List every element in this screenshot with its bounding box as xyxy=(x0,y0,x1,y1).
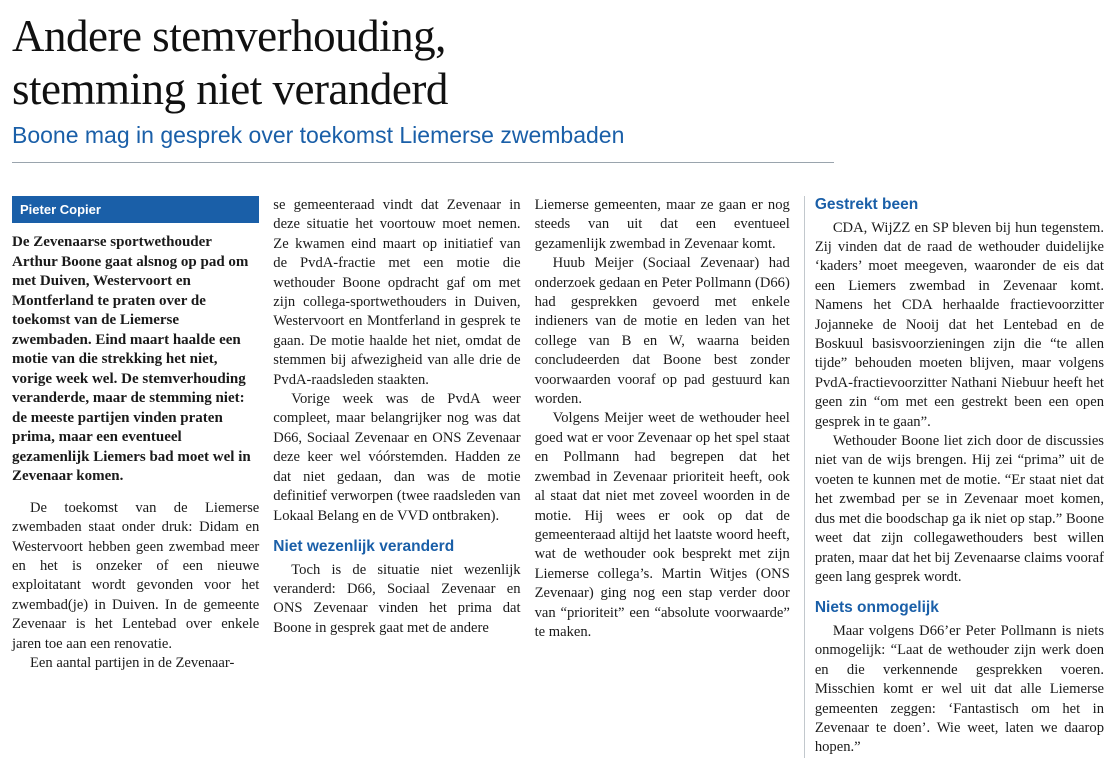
paragraph: Volgens Meijer weet de wethouder heel goed wat er voor Zevenaar op het spel staat en Pollmann had begrepen dat het zwembad in Zevenaar prioriteit heeft, ook al staat dat niet met zoveel woorden in de motie. Hij wees er ook op dat de gemeenteraad altijd het laatste woord heeft, wat de wethouder ook besprekt met zijn Liemerse collega’s. Martin Witjes (ONS Zevenaar) ging nog een stap verder door van “prioriteit” een “absolute voorwaarde” te maken. xyxy=(534,410,790,640)
paragraph: Vorige week was de PvdA weer compleet, maar belangrijker nog was dat D66, Sociaal Zevenaar en ONS Zevenaar deze keer wel vóórstemden. Hadden ze dat niet gedaan, dan was de motie definitief verworpen (twee raadsleden van Lokaal Belang en de VVD ontbraken). xyxy=(273,391,521,524)
column-3 xyxy=(535,196,804,758)
article-columns xyxy=(12,196,1104,758)
section-heading-niet-wezenlijk-veranderd: Niet wezenlijk veranderd xyxy=(273,537,455,555)
column-4 xyxy=(815,196,1104,758)
column-1 xyxy=(12,196,273,758)
paragraph: Wethouder Boone liet zich door de discussies niet van de wijs brengen. Hij zei “prima” uit de voeten te kunnen met de motie. “Er staat niet dat het zwembad per se in Zevenaar moet komen, dus met die boodschap ga ik niet op stap.” Boone weet dat zijn collegawethouders best willen praten, maar dat het bij Zevenaarse claims vooraf geen lang gesprek wordt. xyxy=(814,433,1104,585)
lead-paragraph: De Zevenaarse sportwethouder Arthur Boone gaat alsnog op pad om met Duiven, Westervoort en Montferland te praten over de toekomst van de Liemerse zwembaden. Eind maart haalde een motie van die strekking het niet, vorige week wel. De stemverhouding veranderde, maar de stemming niet: de meeste partijen vinden praten prima, maar een eventueel gezamenlijk Liemers bad moet wel in Zevenaar komen. xyxy=(12,234,251,485)
headline-area xyxy=(12,10,834,163)
subheadline: Boone mag in gesprek over toekomst Liemerse zwembaden xyxy=(12,122,625,149)
column-2 xyxy=(273,196,534,758)
column-divider xyxy=(804,196,805,758)
paragraph: Een aantal partijen in de Zevenaar- xyxy=(30,655,235,672)
paragraph: Huub Meijer (Sociaal Zevenaar) had onderzoek gedaan en Peter Pollmann (D66) had gesprekken gevoerd met enkele indieners van de motie en leden van het college van B en W, waarna beiden concludeerden dat Boone best zonder voorwaarden vooraf op pad gestuurd kan worden. xyxy=(534,255,790,408)
headline-line-2: stemming niet veranderd xyxy=(12,64,448,115)
section-heading-niets-onmogelijk: Niets onmogelijk xyxy=(814,599,939,617)
page-title xyxy=(12,10,834,116)
paragraph: Maar volgens D66’er Peter Pollmann is niets onmogelijk: “Laat de wethouder zijn werk doen en die verkennende gesprekken voeren. Misschien komt er wel uit dat alle Liemerse gemeenten zeggen: ‘Fantastisch om het in Zevenaar te doen’. Wie weet, laten we daarop hopen.” xyxy=(814,622,1104,756)
paragraph: Toch is de situatie niet wezenlijk veranderd: D66, Sociaal Zevenaar en ONS Zevenaar vinden het prima dat Boone in gesprek gaat met de andere xyxy=(273,561,521,636)
paragraph: se gemeenteraad vindt dat Zevenaar in deze situatie het voortouw moet nemen. Ze kwamen eind maart op initiatief van de PvdA-fractie met een motie die wethouder Boone opdracht gaf om met zijn collega-sportwethouders in Duiven, Westervoort en Montferland in gesprek te gaan. De motie haalde het niet, omdat de stemmen bij afwezigheid van alle drie de PvdA-raadsleden staakten. xyxy=(273,197,521,388)
paragraph: De toekomst van de Liemerse zwembaden staat onder druk: Didam en Westervoort hebben geen zwembad meer en het is onzeker of een nieuwe exploitatant wordt gevonden voor het zwembad(je) in Duiven. In de gemeente Zevenaar is het Lentebad over enkele jaren toe aan een renovatie. xyxy=(12,499,260,652)
paragraph: CDA, WijZZ en SP bleven bij hun tegenstem. Zij vinden dat de raad de wethouder duidelijke ‘kaders’ moet meegeven, waaronder de eis dat een Liemers zwembad in Zevenaar komt. Namens het CDA herhaalde fractievoorzitter Jojanneke de Nooij dat het Lentebad en de Boskuul basisvoorzieningen zijn die “te allen tijde” behouden moeten blijven, maar volgens PvdA-fractievoorzitter Nathani Niebuur heeft het geen zin “om met een gestrekt been een open gesprek in te gaan”. xyxy=(814,219,1104,430)
section-heading-gestrekt-been: Gestrekt been xyxy=(814,196,919,213)
headline-line-1: Andere stemverhouding, xyxy=(12,11,446,61)
byline-badge: Pieter Copier xyxy=(12,196,259,223)
header-divider xyxy=(12,162,834,163)
paragraph: Liemerse gemeenten, maar ze gaan er nog steeds van uit dat een eventueel gezamenlijk zwembad in Zevenaar komt. xyxy=(534,197,790,252)
